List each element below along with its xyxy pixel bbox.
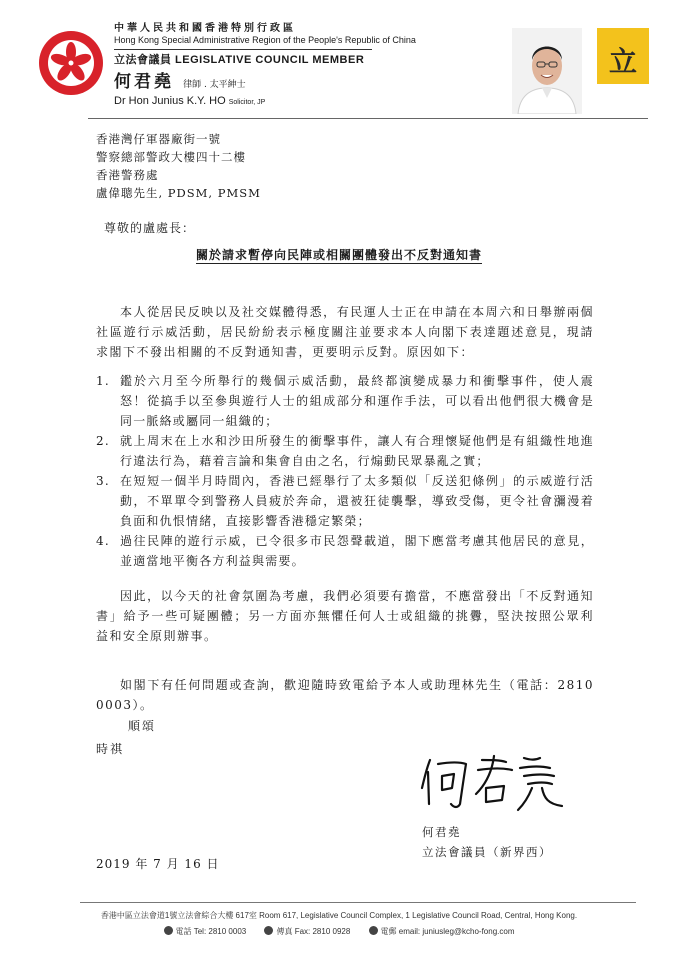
header-divider	[88, 118, 648, 119]
member-portrait	[512, 28, 582, 114]
member-name-zh: 何君堯	[114, 72, 174, 92]
list-item-text: 就上周末在上水和沙田所發生的衝擊事件，讓人有合理懷疑他們是有組織性地進行違法行為，藉着言論和集會自由之名，行煽動民眾暴亂之實；	[120, 434, 594, 468]
email-icon	[369, 926, 378, 935]
footer-tel	[164, 927, 247, 936]
salutation: 尊敬的盧處長：	[104, 221, 196, 235]
member-title-en: Solicitor, JP	[228, 99, 266, 106]
fax-icon	[264, 926, 273, 935]
list-item	[96, 371, 594, 431]
footer-fax	[264, 927, 350, 936]
closing-line-2: 時祺	[96, 742, 125, 756]
address-line: 香港警務處	[96, 168, 159, 182]
phone-icon	[164, 926, 173, 935]
contact-paragraph: 如閣下有任何問題或查詢，歡迎隨時致電給予本人或助理林先生（電話：2810 0003）。	[96, 678, 594, 712]
member-name-row	[114, 73, 474, 94]
signer-name: 何君堯	[422, 825, 461, 839]
footer-divider	[80, 902, 636, 903]
recipient-address	[96, 130, 261, 202]
opening-paragraph: 本人從居民反映以及社交媒體得悉，有民運人士正在申請在本周六和日舉辦兩個社區遊行示威活動，居民紛紛表示極度關注並要求本人向閣下表達題述意見，現請求閣下不發出相關的不反對通知書，更要明示反對。原因如下：	[96, 305, 594, 359]
list-number: 4.	[96, 534, 110, 548]
hksar-emblem-icon	[38, 30, 104, 96]
list-number: 1.	[96, 374, 110, 388]
handwritten-signature	[420, 752, 570, 814]
subject-line	[0, 246, 678, 263]
member-label: 立法會議員 LEGISLATIVE COUNCIL MEMBER	[114, 54, 365, 66]
list-number: 2.	[96, 434, 110, 448]
footer-email	[369, 927, 515, 936]
signer-title: 立法會議員（新界西）	[422, 845, 552, 859]
reasons-list	[96, 371, 594, 571]
party-logo-char: 立	[608, 45, 637, 78]
recipient-name: 盧偉聰先生, PDSM, PMSM	[96, 186, 261, 200]
footer-tel-text: 電話 Tel: 2810 0003	[175, 927, 247, 936]
list-item	[96, 431, 594, 471]
member-title-zh: 律師 . 太平紳士	[183, 80, 246, 90]
footer-contacts	[0, 926, 678, 937]
list-item	[96, 531, 594, 571]
list-item-text: 鑑於六月至今所舉行的幾個示威活動，最終都演變成暴力和衝擊事件，使人震怒！從搞手以至參與遊行人士的組成部分和運作手法，可以看出他們很大機會是同一脈絡或屬同一組織的；	[120, 374, 594, 428]
letter-date: 2019 年 7 月 16 日	[96, 857, 220, 871]
list-item	[96, 471, 594, 531]
letterhead	[114, 22, 474, 110]
member-name-en-line	[114, 94, 474, 110]
address-line: 警察總部警政大樓四十二樓	[96, 150, 246, 164]
signer-block	[422, 822, 552, 862]
address-line: 香港灣仔軍器廠街一號	[96, 132, 221, 146]
letterhead-divider	[114, 49, 372, 50]
footer-email-text: 電郵 email: juniusleg@kcho-fong.com	[380, 927, 515, 936]
party-logo	[597, 28, 649, 84]
member-name-en: Dr Hon Junius K.Y. HO	[114, 95, 226, 107]
conclusion-paragraph: 因此，以今天的社會氛圍為考慮，我們必須要有擔當，不應當發出「不反對通知書」給予一些可疑團體；另一方面亦無懼任何人士或組織的挑釁，堅決按照公眾利益和安全原則辦事。	[96, 589, 594, 643]
government-name-en: Hong Kong Special Administrative Region of the People's Republic of China	[114, 35, 416, 45]
list-number: 3.	[96, 474, 110, 488]
list-item-text: 在短短一個半月時間內，香港已經舉行了太多類似「反送犯條例」的示威遊行活動，不單單令到警務人員疲於奔命，還被狂徒襲擊，導致受傷，更令社會瀰漫着負面和仇恨情緒，直接影響香港穩定繁榮；	[120, 474, 594, 528]
subject-text: 關於請求暫停向民陣或相關團體發出不反對通知書	[195, 248, 482, 262]
closing-line-1: 順頌	[128, 719, 157, 733]
footer-fax-text: 傳真 Fax: 2810 0928	[276, 927, 351, 936]
government-name-zh: 中華人民共和國香港特別行政區	[114, 23, 296, 34]
footer-address: 香港中區立法會道1號立法會綜合大樓 617室 Room 617, Legislative Council Complex, 1 Legislative Council Road, Central, Hong Kong.	[100, 911, 578, 920]
list-item-text: 過往民陣的遊行示威，已令很多市民怨聲載道，閣下應當考慮其他居民的意見，並適當地平衡各方利益與需要。	[120, 534, 594, 568]
